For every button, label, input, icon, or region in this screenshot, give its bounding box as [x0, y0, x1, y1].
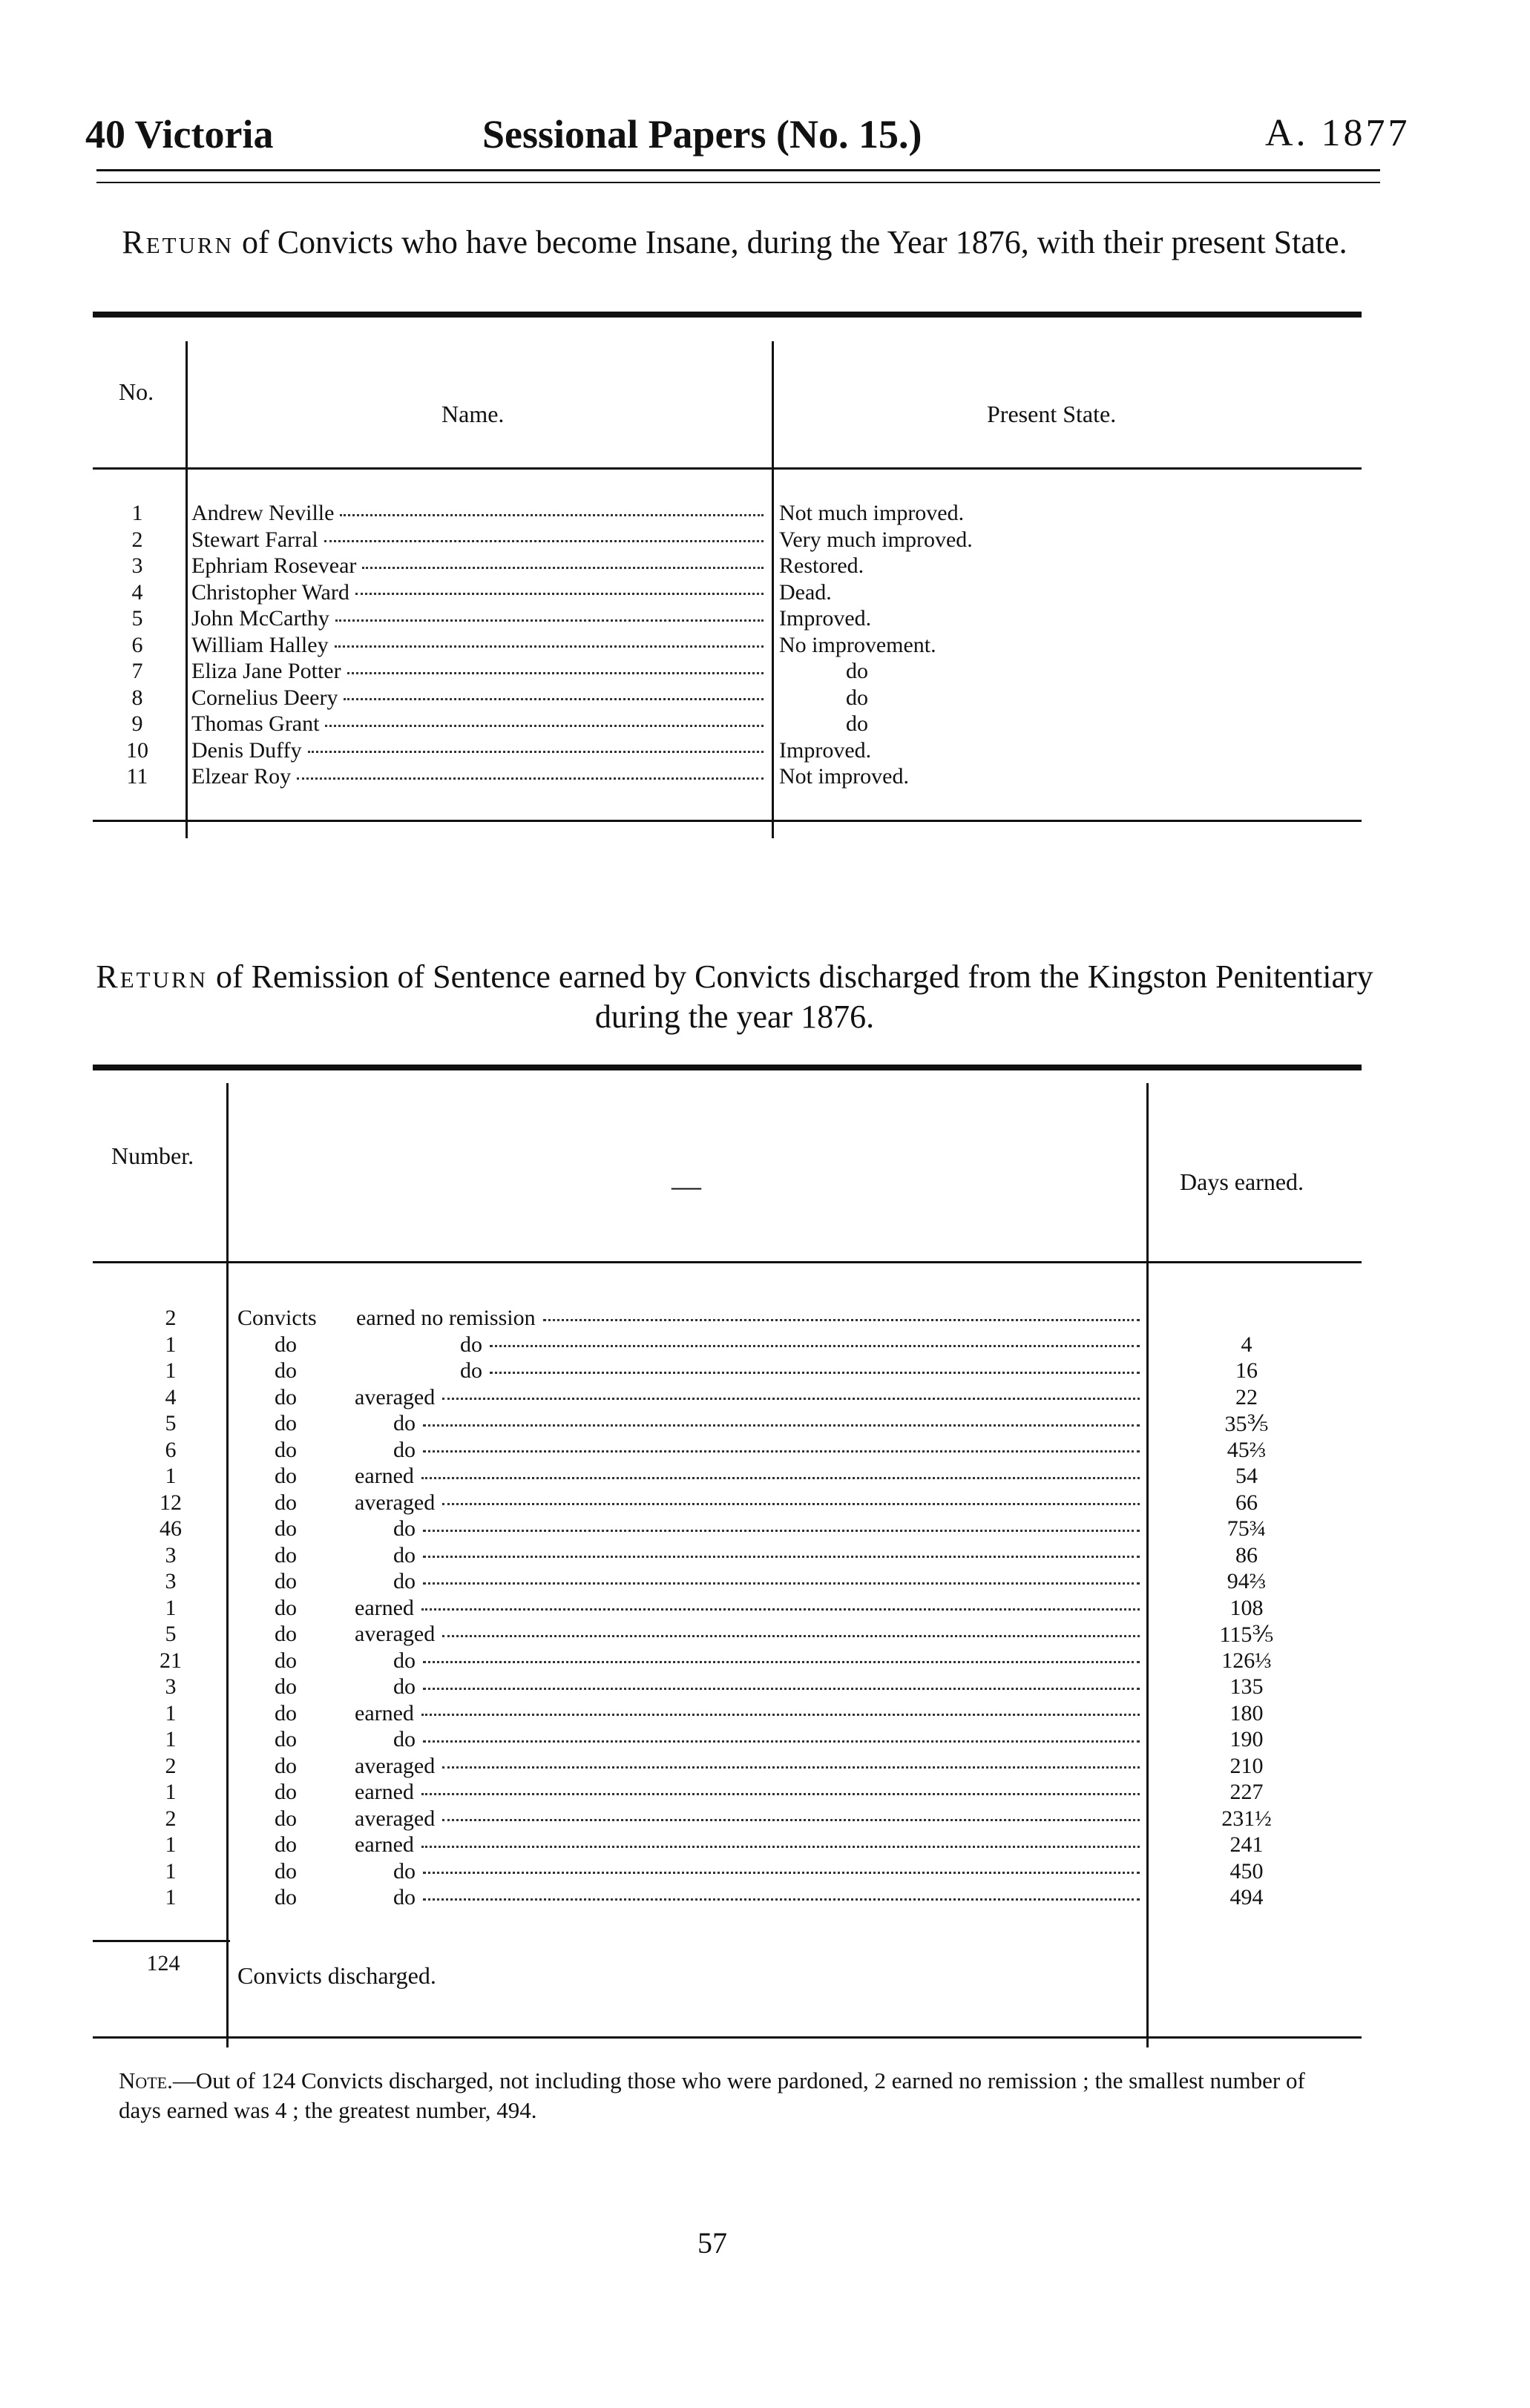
table2-row-number: 1 — [165, 1595, 177, 1620]
table1-row-no: 2 — [131, 527, 143, 552]
table1-title — [89, 223, 1380, 263]
table2-row-subject: do — [275, 1780, 297, 1804]
table1-row-no: 11 — [126, 764, 148, 789]
table1-row-no: 7 — [131, 659, 143, 683]
table1-row-name: Elzear Roy — [191, 764, 292, 789]
table2-row-description: averaged — [355, 1753, 436, 1778]
table2-row-days: 231½ — [1221, 1806, 1272, 1831]
table2-row-description: averaged — [355, 1490, 436, 1515]
leader-dots — [421, 1477, 1140, 1479]
table2-row-subject: do — [275, 1464, 297, 1488]
leader-dots — [490, 1372, 1140, 1374]
table2-row-description: earned — [355, 1464, 414, 1488]
leader-dots — [355, 593, 764, 595]
table2-row-number: 5 — [165, 1622, 177, 1646]
table2-row-days: 115⅗ — [1219, 1622, 1274, 1647]
table1-row-name: Andrew Neville — [191, 501, 335, 525]
leader-dots — [347, 672, 764, 674]
table2-row-subject: Convicts — [237, 1306, 317, 1330]
table2-row-subject: do — [275, 1622, 297, 1646]
table2-row — [356, 1306, 1143, 1332]
table2-row-description: averaged — [355, 1622, 436, 1646]
table2-row-days: 35⅗ — [1224, 1412, 1269, 1436]
table1-vline-2 — [772, 341, 774, 838]
table2-row-description: do — [393, 1437, 416, 1462]
table2-row-days — [1217, 1306, 1276, 1332]
table2-row — [393, 1885, 1143, 1912]
table2-row-days: 4 — [1241, 1332, 1252, 1357]
table2-row-number: 21 — [160, 1648, 182, 1673]
leader-dots — [490, 1345, 1140, 1347]
table1-row — [191, 711, 766, 738]
table2-row — [393, 1859, 1143, 1886]
table2-row — [393, 1674, 1143, 1701]
table1-bottom-rule — [93, 820, 1362, 822]
table2-col-middle: — — [672, 1169, 701, 1203]
leader-dots — [421, 1714, 1140, 1716]
table2-row-number: 2 — [165, 1753, 177, 1778]
table2-row-number: 1 — [165, 1464, 177, 1488]
note — [119, 2066, 1336, 2125]
leader-dots — [423, 1582, 1140, 1585]
page-number: 57 — [697, 2226, 727, 2260]
note-prefix: Note. — [119, 2067, 173, 2093]
table2-row — [355, 1806, 1143, 1833]
table1-row-state: No improvement. — [779, 632, 936, 657]
leader-dots — [442, 1398, 1140, 1400]
table1-row-state: Very much improved. — [779, 527, 973, 552]
table2-row — [393, 1438, 1143, 1464]
table2-row-subject: do — [275, 1885, 297, 1909]
note-text: —Out of 124 Convicts discharged, not including those who were pardoned, 2 earned no remission ; the smallest number of days earned was 4 ; the greatest number, 494. — [119, 2067, 1305, 2123]
table2-row-number: 6 — [165, 1437, 177, 1462]
table1-row-state: do — [846, 685, 868, 710]
table2-title — [89, 957, 1380, 1037]
table1-col-state: Present State. — [987, 401, 1117, 427]
header-left: 40 Victoria — [85, 112, 274, 157]
header-rule-2 — [96, 182, 1380, 183]
table2-row — [393, 1727, 1143, 1754]
table2-row-days: 108 — [1229, 1595, 1264, 1620]
header-center: Sessional Papers (No. 15.) — [482, 112, 922, 157]
table2-row-number: 3 — [165, 1569, 177, 1593]
table2-row-days: 190 — [1229, 1727, 1264, 1751]
leader-dots — [442, 1766, 1140, 1769]
table1-row-name: Christopher Ward — [191, 579, 349, 605]
table1-row-state: Improved. — [779, 606, 872, 631]
table2-row-subject: do — [275, 1858, 297, 1884]
table2-row-subject: do — [275, 1727, 297, 1751]
table2-row — [393, 1543, 1143, 1570]
leader-dots — [421, 1846, 1140, 1848]
table2-row-number: 1 — [165, 1727, 177, 1751]
table2-row-subject: do — [275, 1332, 297, 1357]
table1-row-no: 9 — [131, 711, 143, 736]
table2-row-days: 45⅔ — [1227, 1437, 1267, 1462]
table1-row-state: Not improved. — [779, 764, 909, 789]
table1-row-name: Thomas Grant — [191, 711, 320, 736]
leader-dots — [324, 540, 764, 542]
table2-row — [355, 1490, 1143, 1517]
table1-col-no: No. — [119, 378, 154, 405]
table1-row-no: 8 — [131, 685, 143, 710]
table2-row — [460, 1332, 1143, 1359]
table2-row-subject: do — [275, 1595, 297, 1620]
table1-row — [191, 738, 766, 765]
table1-col-name: Name. — [441, 401, 505, 427]
table1-row-no: 4 — [131, 579, 143, 605]
table2-row-subject: do — [275, 1490, 297, 1515]
table2-row-number: 1 — [165, 1858, 177, 1884]
table1-row — [191, 659, 766, 685]
table1-row-state: do — [846, 711, 868, 736]
table2-row-days: 94⅔ — [1227, 1569, 1267, 1593]
table2-row-description: earned — [355, 1595, 414, 1620]
table1-vline-1 — [185, 341, 188, 838]
table1-row-name: Stewart Farral — [191, 527, 318, 552]
table1-row-no: 10 — [126, 737, 148, 763]
table2-row-description: do — [393, 1674, 416, 1699]
leader-dots — [308, 751, 764, 753]
table2-row-number: 4 — [165, 1384, 177, 1409]
table1-row-name: John McCarthy — [191, 606, 329, 631]
table2-row-subject: do — [275, 1542, 297, 1567]
table2-row-description: do — [393, 1542, 416, 1567]
table2-col-days: Days earned. — [1180, 1168, 1304, 1195]
table2-row-subject: do — [275, 1700, 297, 1726]
table2-row-subject: do — [275, 1753, 297, 1778]
table2-row-description: averaged — [355, 1384, 436, 1409]
table2-row — [355, 1780, 1143, 1806]
table2-row-description: do — [393, 1885, 416, 1909]
header-right: A. 1877 — [1265, 112, 1411, 154]
table1-row-state: Dead. — [779, 579, 832, 605]
table1-row-name: Denis Duffy — [191, 737, 302, 763]
leader-dots — [423, 1556, 1140, 1558]
table2-row — [393, 1516, 1143, 1543]
table2-row-days: 86 — [1235, 1542, 1258, 1567]
table2-row — [355, 1832, 1143, 1859]
table1-row — [191, 685, 766, 712]
table1-row — [191, 527, 766, 554]
table2-total-rule — [93, 1940, 230, 1942]
table1-row-no: 3 — [131, 553, 143, 578]
leader-dots — [423, 1740, 1140, 1743]
table1-row-no: 5 — [131, 606, 143, 631]
table2-row-days: 22 — [1235, 1384, 1258, 1409]
table2-total-label: Convicts discharged. — [237, 1962, 436, 1989]
table2-row-description: earned no remission — [356, 1306, 536, 1330]
table1-top-rule — [93, 312, 1362, 318]
table2-row-days: 126⅓ — [1221, 1648, 1272, 1673]
table2-row — [460, 1358, 1143, 1385]
table1-row-state: do — [846, 659, 868, 683]
leader-dots — [335, 619, 764, 622]
table1-row — [191, 633, 766, 659]
leader-dots — [423, 1872, 1140, 1874]
table2-row-days: 241 — [1229, 1832, 1264, 1857]
table1-row-name: Ephriam Rosevear — [191, 553, 357, 578]
table2-vline-1 — [226, 1083, 229, 2047]
table1-row-state: Not much improved. — [779, 501, 965, 525]
table2-row-subject: do — [275, 1806, 297, 1831]
table2-row-number: 1 — [165, 1332, 177, 1357]
table2-row-number: 46 — [160, 1516, 182, 1541]
table2-row — [355, 1622, 1143, 1648]
table2-row-number: 1 — [165, 1832, 177, 1857]
table2-row-days: 210 — [1229, 1753, 1264, 1778]
table2-col-number: Number. — [111, 1142, 194, 1169]
table2-title-rest: of Remission of Sentence earned by Convicts discharged from the Kingston Penitentiary during the year 1876. — [216, 958, 1373, 1035]
table2-row-number: 1 — [165, 1885, 177, 1909]
table1-row — [191, 580, 766, 607]
leader-dots — [442, 1635, 1140, 1637]
table2-total-number: 124 — [146, 1951, 180, 1976]
table1-row-no: 1 — [131, 501, 143, 525]
table2-title-first: Return — [96, 958, 209, 995]
table2-row-days: 16 — [1235, 1358, 1258, 1383]
table2-row — [355, 1596, 1143, 1622]
leader-dots — [423, 1661, 1140, 1663]
table2-row-number: 1 — [165, 1700, 177, 1726]
leader-dots — [344, 698, 764, 700]
leader-dots — [362, 567, 764, 569]
leader-dots — [340, 514, 764, 516]
table2-row-subject: do — [275, 1384, 297, 1409]
table2-row-subject: do — [275, 1516, 297, 1541]
leader-dots — [335, 645, 764, 648]
table2-row-number: 3 — [165, 1542, 177, 1567]
table2-row-days: 227 — [1229, 1780, 1264, 1804]
table1-row — [191, 606, 766, 633]
table2-row-number: 2 — [165, 1306, 177, 1330]
leader-dots — [442, 1819, 1140, 1821]
leader-dots — [423, 1450, 1140, 1453]
table1-header-rule — [93, 467, 1362, 470]
table2-row-description: earned — [355, 1700, 414, 1726]
table2-row-description: earned — [355, 1780, 414, 1804]
table2-row-subject: do — [275, 1648, 297, 1673]
table2-row-number: 3 — [165, 1674, 177, 1699]
leader-dots — [421, 1608, 1140, 1611]
table2-row-days: 180 — [1229, 1700, 1264, 1726]
table2-row-description: do — [393, 1648, 416, 1673]
table2-row-subject: do — [275, 1674, 297, 1699]
table2-row — [355, 1385, 1143, 1412]
table1-row — [191, 764, 766, 791]
table2-row-days: 75¾ — [1227, 1516, 1267, 1541]
table2-row — [393, 1411, 1143, 1438]
table1-row-name: Cornelius Deery — [191, 685, 338, 710]
table1-row-name: William Halley — [191, 632, 329, 657]
table2-row-days: 66 — [1235, 1490, 1258, 1515]
table1-row-state: Restored. — [779, 553, 864, 578]
table2-row-number: 12 — [160, 1490, 182, 1515]
table2-row-number: 5 — [165, 1411, 177, 1435]
table2-row-description: do — [393, 1727, 416, 1751]
leader-dots — [423, 1898, 1140, 1901]
table2-row-days: 450 — [1229, 1858, 1264, 1884]
table2-row-description: earned — [355, 1832, 414, 1857]
table2-row-subject: do — [275, 1437, 297, 1462]
table1-row — [191, 553, 766, 580]
table2-row — [355, 1701, 1143, 1728]
table1-row-state: Improved. — [779, 737, 872, 763]
table2-row — [355, 1464, 1143, 1490]
table2-row-subject: do — [275, 1411, 297, 1435]
table2-row — [393, 1569, 1143, 1596]
table2-row-subject: do — [275, 1832, 297, 1857]
leader-dots — [442, 1503, 1140, 1505]
table2-header-rule — [93, 1261, 1362, 1263]
leader-dots — [543, 1319, 1140, 1321]
table2-row-description: do — [393, 1411, 416, 1435]
table2-top-rule — [93, 1065, 1362, 1070]
table2-row-days: 54 — [1235, 1464, 1258, 1488]
leader-dots — [325, 725, 764, 727]
header-rule — [96, 169, 1380, 171]
table1-row-no: 6 — [131, 632, 143, 657]
table2-row-description: do — [460, 1332, 482, 1357]
table2-vline-2 — [1146, 1083, 1149, 2047]
leader-dots — [421, 1793, 1140, 1795]
table1-title-rest: of Convicts who have become Insane, during the Year 1876, with their present State. — [242, 224, 1347, 260]
leader-dots — [423, 1688, 1140, 1690]
table2-bottom-rule — [93, 2036, 1362, 2039]
table2-row-description: averaged — [355, 1806, 436, 1831]
leader-dots — [297, 777, 764, 780]
table2-row-subject: do — [275, 1358, 297, 1383]
table2-row-number: 1 — [165, 1780, 177, 1804]
table2-row — [393, 1648, 1143, 1675]
table2-row-number: 2 — [165, 1806, 177, 1831]
leader-dots — [423, 1530, 1140, 1532]
table2-row-days: 494 — [1229, 1885, 1264, 1909]
table2-row-description: do — [393, 1516, 416, 1541]
table2-row-number: 1 — [165, 1358, 177, 1383]
table2-row-description: do — [460, 1358, 482, 1383]
table1-row — [191, 501, 766, 527]
table1-title-first: Return — [122, 224, 234, 260]
leader-dots — [423, 1424, 1140, 1427]
table2-row-description: do — [393, 1858, 416, 1884]
table2-row — [355, 1754, 1143, 1780]
table2-row-days: 135 — [1229, 1674, 1264, 1699]
table2-row-description: do — [393, 1569, 416, 1593]
table2-row-subject: do — [275, 1569, 297, 1593]
table1-row-name: Eliza Jane Potter — [191, 659, 341, 683]
